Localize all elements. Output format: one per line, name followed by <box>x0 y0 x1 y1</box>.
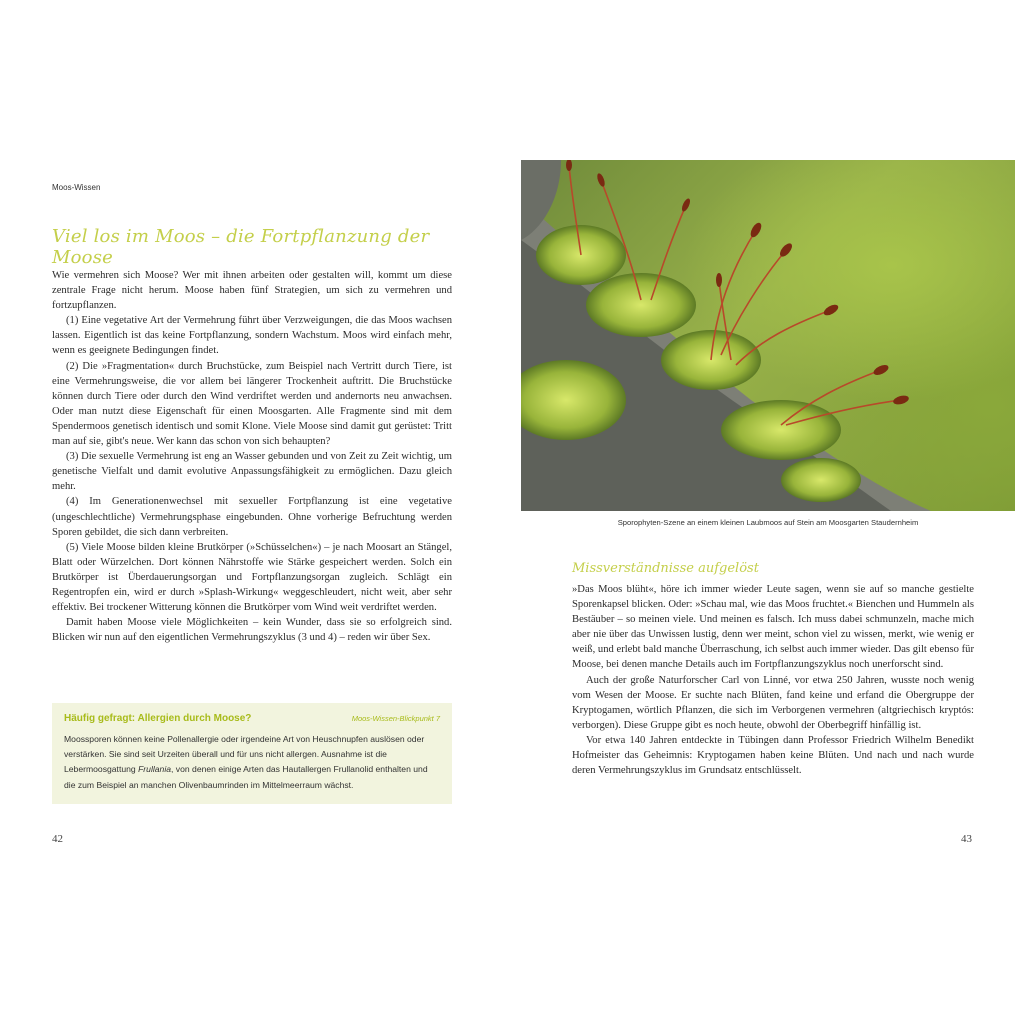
paragraph: Damit haben Moose viele Möglichkeiten – kein Wunder, dass sie so erfolgreich sind. Blicken wir nun auf den eigentlichen Vermehrungszyklus (3 und 4) – reden wir über Sex. <box>52 617 452 644</box>
infobox-text-part: , von denen einige Arten das Hautallergen Frullanolid enthalten und die zum Beispiel an manchen Olivenbaumrinden im Mittelmeerraum wächst. <box>64 764 428 790</box>
paragraph: (5) Viele Moose bilden kleine Brutkörper (»Schüsselchen«) – je nach Moosart an Stängel, Blatt oder Würzelchen. Dort können Nährstoffe wie Stärke gespeichert werden. Solch ein Brutkörper ist Überdauerungsorgan und Fortpflanzungsorgan zugleich. Schlägt ein Regentropfen ein, wird er durch »Splash-Wirkung« weggeschleudert, nicht weit, aber sehr effektiv. Bei trockener Witterung können die Brutkörper vom Wind weit verdriftet werden. <box>52 541 452 614</box>
paragraph: Auch der große Naturforscher Carl von Linné, vor etwa 250 Jahren, wusste noch wenig vom Wesen der Moose. Er suchte nach Blüten, fand keine und erfand die Obergruppe der Kryptogamen, wörtlich Pflanzen, die sich im Verborgenen vermehren (altgriechisch kryptós: verborgen). Diese Gruppe gibt es noch heute, obwohl der Oberbegriff hinfällig ist. <box>572 674 974 731</box>
paragraph: (2) Die »Fragmentation« durch Bruchstücke, zum Beispiel nach Vertritt durch Tiere, ist eine Vermehrungsweise, die vor allem bei längerer Trockenheit auftritt. Die Bruchstücke können durch Tiere oder durch den Wind verdriftet werden und andernorts neu anwachsen. Oder man nutzt diese Eigenschaft für einen Moosgarten. Alle Fragmente sind mit dem Spendermoos genetisch identisch und somit Klone. Viele Moose sind damit gut gerüstet: Tritt man auf sie, gibt's neue. Wer kann das schon von sich behaupten? <box>52 360 452 448</box>
right-body-text <box>572 582 974 778</box>
infobox-title: Häufig gefragt: Allergien durch Moose? <box>64 713 252 724</box>
infobox-text-part: Moossporen können keine Pollenallergie oder irgendeine Art von Heuschnupfen auslösen oder verstärken. Sie sind seit Urzeiten überall und für uns nicht allergen. Ausnahme ist die Lebermoosgattung <box>64 734 425 775</box>
running-head: Moos-Wissen <box>52 183 101 192</box>
section-subheading: Missverständnisse aufgelöst <box>572 561 759 576</box>
chapter-title: Viel los im Moos – die Fortpflanzung der Moose <box>52 226 430 268</box>
paragraph: »Das Moos blüht«, höre ich immer wieder Leute sagen, wenn sie auf so manche gestielte Sporenkapsel blicken. Oder: »Schau mal, wie das Moos fruchtet.« Bienchen und Hummeln als Bestäuber – so meinen viele. Und meinen es falsch. Ich muss dabei schmunzeln, mache mich aber nie über das Unwissen lustig, denn wer meint, schon viel zu wissen, merkt, wie wenig er weiß, und erlebt bald manche Überraschung, ich selbst auch immer wieder. Das gilt ebenso für Moose, bei denen manche Details auch im Fortpflanzungszyklus noch unerforscht sind. <box>572 584 974 671</box>
page-number-left: 42 <box>52 833 63 845</box>
left-body-text <box>52 268 452 645</box>
moss-photo-illustration <box>521 160 1015 511</box>
paragraph: Wie vermehren sich Moose? Wer mit ihnen arbeiten oder gestalten will, kommt um diese zentrale Frage nicht herum. Moose haben fünf Strategien, um sich zu vermehren und fortzupflanzen. <box>52 270 452 312</box>
infobox-genus-name: Frullania <box>138 764 172 775</box>
moss-photo <box>521 160 1015 511</box>
paragraph: (4) Im Generationenwechsel mit sexueller Fortpflanzung ist eine vegetative (ungeschlechtliche) Vermehrungsphase eingebunden. Ohne vorherige Befruchtung werden Sporen gebildet, die sich dann verbreiten. <box>52 496 452 538</box>
faq-infobox <box>52 703 452 804</box>
infobox-text <box>64 732 440 793</box>
page-number-right: 43 <box>961 833 972 845</box>
paragraph: (3) Die sexuelle Vermehrung ist eng an Wasser gebunden und von Zeit zu Zeit wichtig, um genetische Vielfalt und damit evolutive Anpassungsfähigkeit zu ermöglichen. Dazu gleich mehr. <box>52 451 452 493</box>
paragraph: (1) Eine vegetative Art der Vermehrung führt über Verzweigungen, die das Moos wachsen lassen. Eigentlich ist das keine Fortpflanzung, sondern Wachstum. Moos wird einfach mehr, wenn es geeignete Bedingungen findet. <box>52 315 452 357</box>
paragraph: Vor etwa 140 Jahren entdeckte in Tübingen dann Professor Friedrich Wilhelm Benedikt Hofmeister das Geheimnis: Kryptogamen haben keine Blüten. Und nach und nach wurde deren Vermehrungszyklus im Grundsatz entschlüsselt. <box>572 734 974 777</box>
infobox-tag: Moos-Wissen-Blickpunkt 7 <box>351 714 440 723</box>
photo-caption: Sporophyten-Szene an einem kleinen Laubmoos auf Stein am Moosgarten Staudernheim <box>617 518 919 527</box>
